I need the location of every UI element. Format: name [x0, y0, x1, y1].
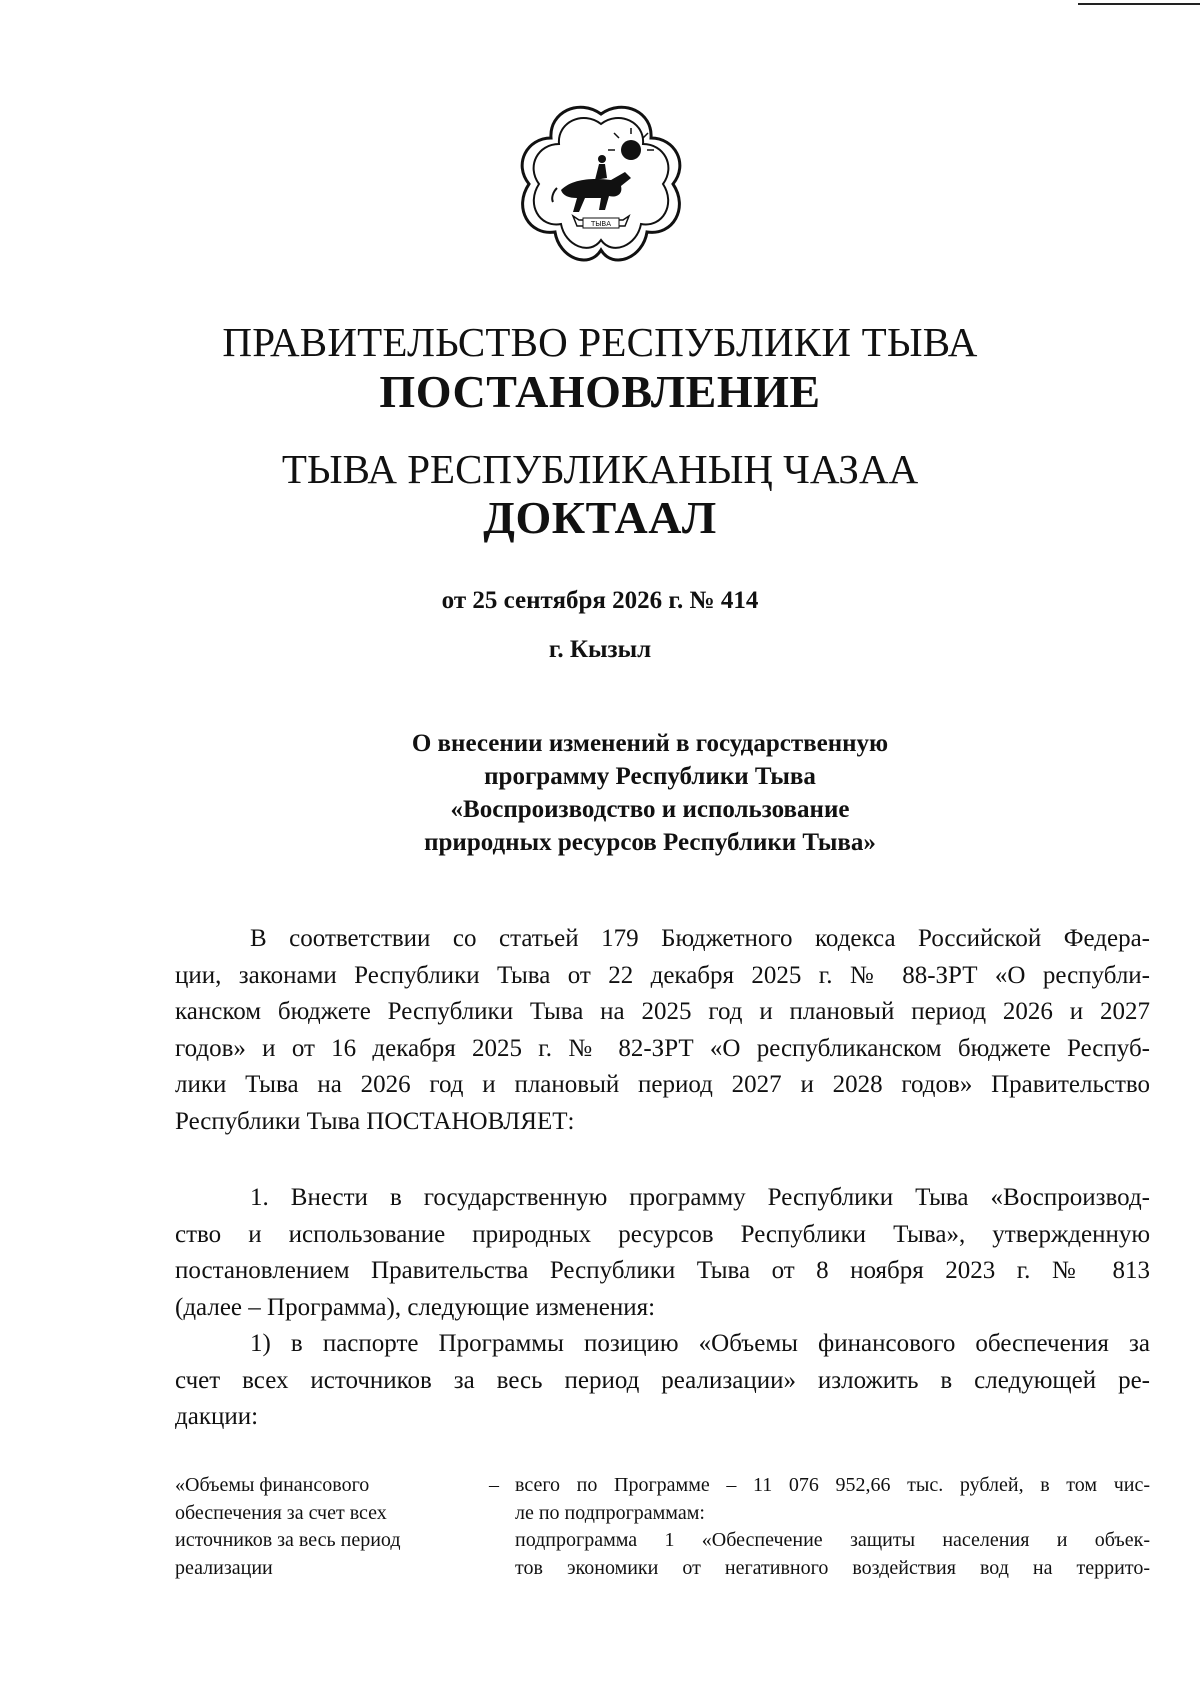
text-line: дакции: [175, 1403, 259, 1430]
text-line: канском бюджете Республики Тыва на 2025 год и плановый период 2026 и 2027 [175, 998, 1150, 1025]
document-type-ru: ПОСТАНОВЛЕНИЕ [379, 366, 821, 417]
text-line: реализации [175, 1556, 273, 1579]
text-line: В соответствии со статьей 179 Бюджетного кодекса Российской Федера- [250, 925, 1150, 952]
text-line: Республики Тыва ПОСТАНОВЛЯЕТ: [175, 1107, 575, 1135]
passport-position-name [175, 1472, 475, 1582]
text-line: 1. Внести в государственную программу Республики Тыва «Воспроизвод- [250, 1184, 1150, 1211]
document-subject [350, 727, 950, 859]
subject-line: «Воспроизводство и использование [450, 796, 850, 823]
emblem-text: ТЫВА [590, 220, 612, 228]
date-and-number: от 25 сентября 2026 г. № 414 [441, 587, 759, 614]
text-line: ство и использование природных ресурсов Республики Тыва», утвержденную [175, 1220, 1150, 1248]
text-line: (далее – Программа), следующие изменения: [175, 1293, 656, 1321]
text-line: тов экономики от негативного воздействия вод на террито- [515, 1556, 1150, 1579]
tuva-emblem-icon [513, 98, 689, 274]
text-line: постановлением Правительства Республики Тыва от 8 ноября 2023 г. № 813 [175, 1257, 1150, 1284]
text-line: ции, законами Республики Тыва от 22 декабря 2025 г. № 88-ЗРТ «О республи- [175, 961, 1150, 989]
text-line: ле по подпрограммам: [515, 1501, 705, 1524]
text-line: подпрограмма 1 «Обеспечение защиты населения и объек- [515, 1529, 1150, 1551]
passport-position-value [515, 1472, 1150, 1582]
city: г. Кызыл [548, 636, 652, 663]
subject-line: О внесении изменений в государственную [411, 730, 889, 757]
government-name-ru: ПРАВИТЕЛЬСТВО РЕСПУБЛИКИ ТЫВА [222, 319, 978, 365]
table-dash: – [489, 1474, 499, 1496]
clause-1-paragraph [175, 1180, 1150, 1436]
text-line: обеспечения за счет всех [175, 1501, 387, 1524]
government-name-tyv: ТЫВА РЕСПУБЛИКАНЫҢ ЧАЗАА [281, 446, 919, 492]
preamble-paragraph [175, 921, 1150, 1140]
text-line: всего по Программе – 11 076 952,66 тыс. рублей, в том чис- [515, 1474, 1150, 1496]
text-line: «Объемы финансового [175, 1474, 370, 1496]
top-edge-line [1078, 3, 1200, 5]
text-line: 1) в паспорте Программы позицию «Объемы финансового обеспечения за [250, 1330, 1150, 1357]
text-line: источников за весь период [175, 1529, 401, 1551]
text-line: годов» и от 16 декабря 2025 г. № 82-ЗРТ «О республиканском бюджете Респуб- [175, 1034, 1150, 1062]
subject-line: природных ресурсов Республики Тыва» [424, 829, 876, 856]
subject-line: программу Республики Тыва [484, 763, 816, 790]
text-line: лики Тыва на 2026 год и плановый период 2027 и 2028 годов» Правительство [175, 1071, 1150, 1098]
document-type-tyv: ДОКТААЛ [483, 492, 717, 543]
text-line: счет всех источников за весь период реализации» изложить в следующей ре- [175, 1366, 1150, 1394]
